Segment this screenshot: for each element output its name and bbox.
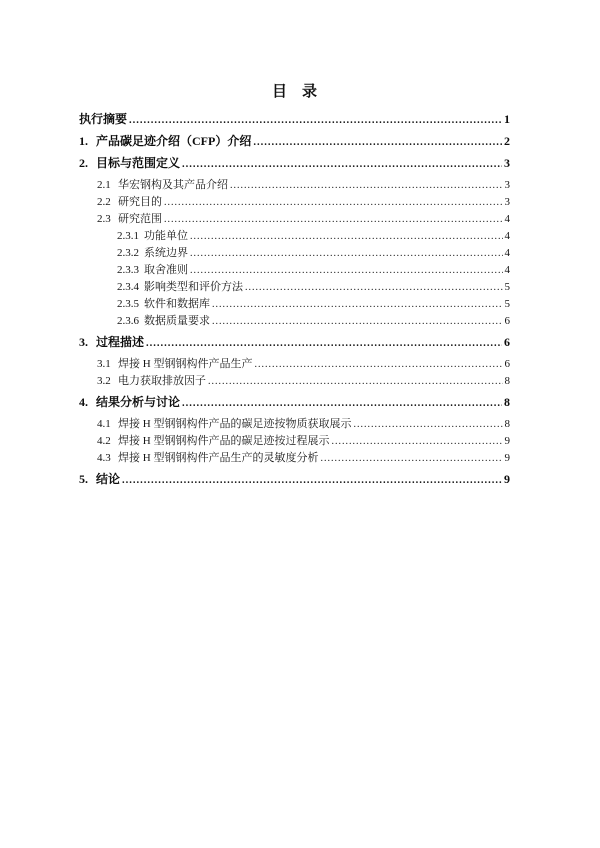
toc-entry-title: 焊接 H 型钢钢构件产品的碳足迹按物质获取展示 bbox=[118, 418, 352, 430]
toc-entry-title: 产品碳足迹介绍（CFP）介绍 bbox=[96, 134, 252, 148]
toc-entry-title: 焊接 H 型钢钢构件产品生产 bbox=[118, 358, 253, 370]
toc-entry-number: 4.2 bbox=[97, 435, 111, 447]
dot-leader bbox=[254, 356, 502, 373]
toc-entry[interactable] bbox=[79, 279, 510, 296]
toc-entry[interactable] bbox=[79, 228, 510, 245]
toc-entry-title: 结论 bbox=[96, 472, 121, 486]
toc-entry[interactable] bbox=[79, 394, 510, 412]
toc-entry-number: 4. bbox=[79, 395, 88, 409]
toc-entry-number: 1. bbox=[79, 134, 88, 148]
toc-entry[interactable] bbox=[79, 334, 510, 352]
toc-entry[interactable] bbox=[79, 313, 510, 330]
dot-leader bbox=[182, 155, 502, 173]
toc-entry-page: 5 bbox=[504, 281, 510, 293]
dot-leader bbox=[253, 133, 502, 151]
dot-leader bbox=[190, 228, 503, 245]
toc-entry-page: 6 bbox=[504, 358, 510, 370]
toc-entry[interactable] bbox=[79, 296, 510, 313]
toc-entry-title: 取舍准则 bbox=[144, 264, 188, 276]
toc-entry-page: 4 bbox=[504, 247, 510, 259]
toc-entry-page: 9 bbox=[504, 435, 510, 447]
toc-entry-number: 3.1 bbox=[97, 358, 111, 370]
toc-entry[interactable] bbox=[79, 450, 510, 467]
dot-leader bbox=[353, 416, 502, 433]
toc-entry-number: 4.3 bbox=[97, 452, 111, 464]
toc-entry[interactable] bbox=[79, 177, 510, 194]
toc-entry[interactable] bbox=[79, 133, 510, 151]
toc-entry[interactable] bbox=[79, 471, 510, 489]
toc-entry-page: 4 bbox=[504, 264, 510, 276]
toc-entry[interactable] bbox=[79, 194, 510, 211]
toc-entry-title: 研究目的 bbox=[118, 196, 162, 208]
toc-entry-number: 2.3 bbox=[97, 213, 111, 225]
toc-entry-page: 3 bbox=[504, 179, 510, 191]
toc-entry-page: 8 bbox=[504, 395, 510, 409]
dot-leader bbox=[212, 296, 503, 313]
toc-entry-title: 目标与范围定义 bbox=[96, 156, 181, 170]
dot-leader bbox=[230, 177, 503, 194]
toc-entry[interactable] bbox=[79, 262, 510, 279]
toc-entry-number: 2.3.4 bbox=[117, 281, 139, 293]
toc-entry-title: 过程描述 bbox=[96, 335, 145, 349]
toc-entry-number: 2.3.5 bbox=[117, 298, 139, 310]
toc-entry-title: 数据质量要求 bbox=[144, 315, 210, 327]
toc-entry[interactable] bbox=[79, 416, 510, 433]
toc-entry[interactable] bbox=[79, 373, 510, 390]
dot-leader bbox=[164, 211, 503, 228]
toc-entry-title: 影响类型和评价方法 bbox=[144, 281, 243, 293]
toc-entry-title: 电力获取排放因子 bbox=[118, 375, 206, 387]
toc-entry-number: 2.3.3 bbox=[117, 264, 139, 276]
dot-leader bbox=[208, 373, 503, 390]
toc-entry-page: 4 bbox=[504, 230, 510, 242]
dot-leader bbox=[190, 262, 503, 279]
toc-entry-page: 2 bbox=[504, 134, 510, 148]
toc-entry-number: 5. bbox=[79, 472, 88, 486]
toc-entry-number: 3.2 bbox=[97, 375, 111, 387]
dot-leader bbox=[190, 245, 503, 262]
toc-entry[interactable] bbox=[79, 211, 510, 228]
toc-entry-page: 1 bbox=[504, 112, 510, 126]
dot-leader bbox=[320, 450, 502, 467]
toc-entry-number: 2.2 bbox=[97, 196, 111, 208]
toc-entry-title: 系统边界 bbox=[144, 247, 188, 259]
toc-entry-title: 研究范围 bbox=[118, 213, 162, 225]
toc-entry-title: 软件和数据库 bbox=[144, 298, 210, 310]
toc-entry-number: 2.1 bbox=[97, 179, 111, 191]
dot-leader bbox=[182, 394, 502, 412]
dot-leader bbox=[212, 313, 503, 330]
toc-entry-page: 9 bbox=[504, 472, 510, 486]
toc-entry-page: 9 bbox=[504, 452, 510, 464]
toc-content bbox=[79, 82, 510, 489]
toc-title: 目 录 bbox=[271, 84, 317, 100]
toc-entry-number: 3. bbox=[79, 335, 88, 349]
toc-entry[interactable] bbox=[79, 111, 510, 129]
dot-leader bbox=[129, 111, 502, 129]
toc-entry-title: 执行摘要 bbox=[79, 112, 128, 126]
toc-entry-number: 4.1 bbox=[97, 418, 111, 430]
toc-entry-number: 2. bbox=[79, 156, 88, 170]
dot-leader bbox=[331, 433, 502, 450]
dot-leader bbox=[245, 279, 503, 296]
toc-entry-page: 6 bbox=[504, 335, 510, 349]
toc-entry[interactable] bbox=[79, 433, 510, 450]
toc-entry-number: 2.3.2 bbox=[117, 247, 139, 259]
toc-entry-title: 焊接 H 型钢钢构件产品生产的灵敏度分析 bbox=[118, 452, 319, 464]
toc-entry-page: 3 bbox=[504, 196, 510, 208]
toc-entry-page: 4 bbox=[504, 213, 510, 225]
toc-entry[interactable] bbox=[79, 155, 510, 173]
toc-entry-number: 2.3.1 bbox=[117, 230, 139, 242]
toc-entry-page: 8 bbox=[504, 418, 510, 430]
toc-entry-title: 功能单位 bbox=[144, 230, 188, 242]
toc-entry-number: 2.3.6 bbox=[117, 315, 139, 327]
toc-entry-title: 焊接 H 型钢钢构件产品的碳足迹按过程展示 bbox=[118, 435, 330, 447]
toc-entry-title: 结果分析与讨论 bbox=[96, 395, 181, 409]
toc-entry-page: 3 bbox=[504, 156, 510, 170]
toc-entry[interactable] bbox=[79, 245, 510, 262]
dot-leader bbox=[164, 194, 503, 211]
toc-entry-page: 6 bbox=[504, 315, 510, 327]
toc-entry[interactable] bbox=[79, 356, 510, 373]
toc-entry-page: 8 bbox=[504, 375, 510, 387]
toc-entry-title: 华宏钢构及其产品介绍 bbox=[118, 179, 228, 191]
dot-leader bbox=[122, 471, 502, 489]
toc-entry-page: 5 bbox=[504, 298, 510, 310]
dot-leader bbox=[146, 334, 502, 352]
